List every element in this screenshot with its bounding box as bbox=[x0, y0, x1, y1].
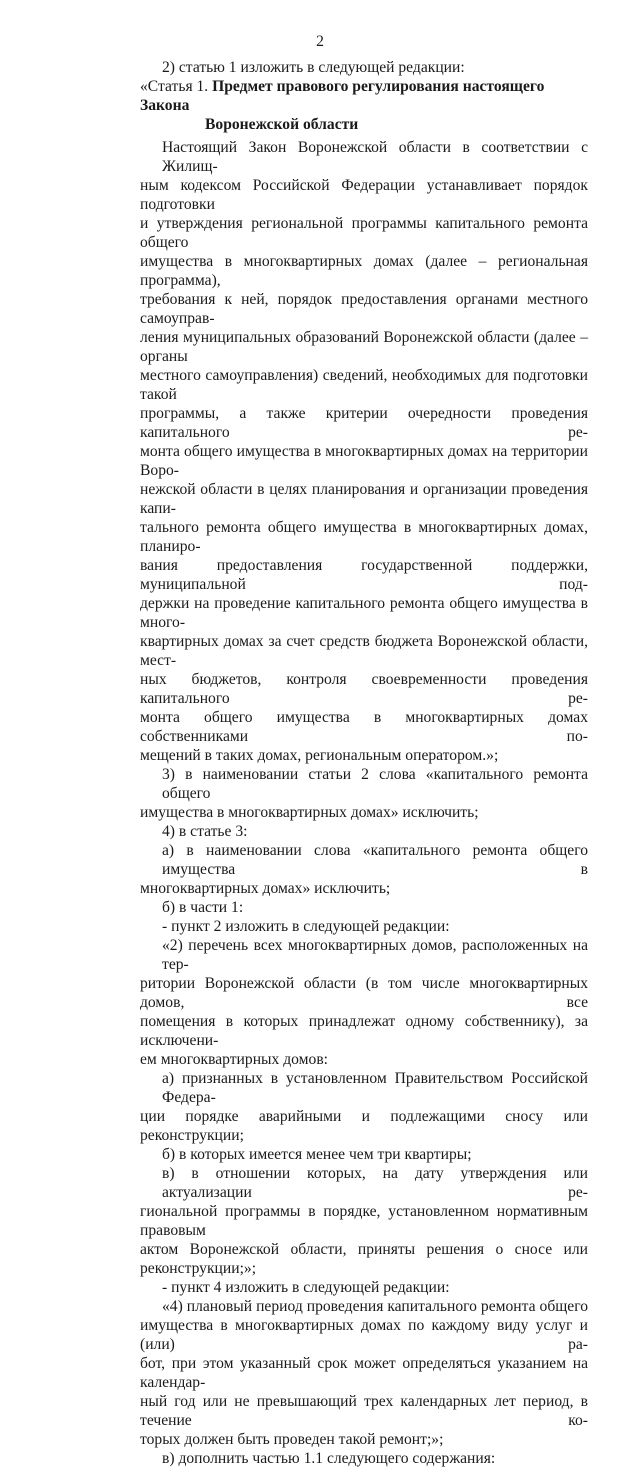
paragraph-item-4a bbox=[140, 841, 588, 898]
article-body-line: местного самоуправления) сведений, необходимых для подготовки такой bbox=[140, 367, 588, 403]
point2-a-line: ции порядке аварийными и подлежащими сносу или реконструкции; bbox=[140, 1108, 588, 1144]
article-heading bbox=[140, 77, 588, 134]
article-body-line: нежской области в целях планирования и организации проведения капи- bbox=[140, 481, 588, 517]
article-body-line: Настоящий Закон Воронежской области в соответствии с Жилищ- bbox=[162, 139, 588, 175]
paragraph-point2-b: б) в которых имеется менее чем три квартиры; bbox=[162, 1146, 472, 1163]
article-body-line: монта общего имущества в многоквартирных домах собственниками по- bbox=[140, 709, 588, 745]
paragraph-point2-a bbox=[140, 1069, 588, 1145]
point2-line: «2) перечень всех многоквартирных домов, расположенных на тер- bbox=[162, 937, 588, 973]
paragraph-item-4: 4) в статье 3: bbox=[162, 823, 248, 840]
paragraph-point2-c bbox=[140, 1164, 588, 1278]
article-body-line: и утверждения региональной программы капитального ремонта общего bbox=[140, 215, 588, 251]
paragraph-item-4b: б) в части 1: bbox=[162, 899, 244, 916]
point2-a-line: а) признанных в установленном Правительством Российской Федера- bbox=[162, 1070, 588, 1106]
point4-line: бот, при этом указанный срок может определяться указанием на календар- bbox=[140, 1355, 588, 1391]
point4-line: ный год или не превышающий трех календарных лет период, в течение ко- bbox=[140, 1393, 588, 1429]
article-prefix: «Статья 1. bbox=[140, 78, 213, 95]
paragraph-point2-text bbox=[140, 936, 588, 1069]
point2-c-line: актом Воронежской области, приняты решения о сносе или реконструкции;»; bbox=[140, 1241, 588, 1277]
point2-c-line: гиональной программы в порядке, установленном нормативным правовым bbox=[140, 1203, 588, 1239]
article-body-line: мещений в таких домах, региональным оператором.»; bbox=[140, 747, 499, 764]
item-3-line: имущества в многоквартирных домах» исключить; bbox=[140, 804, 479, 821]
article-body-line: ных бюджетов, контроля своевременности проведения капитального ре- bbox=[140, 671, 588, 707]
point4-line: торых должен быть проведен такой ремонт;»; bbox=[140, 1431, 444, 1448]
document-body bbox=[140, 58, 588, 1468]
paragraph-item-v: в) дополнить частью 1.1 следующего содержания: bbox=[162, 1450, 496, 1467]
point4-line: «4) плановый период проведения капитального ремонта общего bbox=[162, 1298, 588, 1315]
point2-line: ем многоквартирных домов: bbox=[140, 1051, 329, 1068]
paragraph-item-3 bbox=[140, 765, 588, 822]
item-4a-line: многоквартирных домах» исключить; bbox=[140, 880, 391, 897]
article-body-line: программы, а также критерии очередности проведения капитального ре- bbox=[140, 405, 588, 441]
article-body-line: имущества в многоквартирных домах (далее – региональная программа), bbox=[140, 253, 588, 289]
article-body-line: тального ремонта общего имущества в многоквартирных домах, планиро- bbox=[140, 519, 588, 555]
article-body-line: монта общего имущества в многоквартирных домах на территории Воро- bbox=[140, 443, 588, 479]
page-number: 2 bbox=[316, 33, 324, 50]
paragraph-point4-text bbox=[140, 1297, 588, 1449]
article-body-line: требования к ней, порядок предоставления органами местного самоуправ- bbox=[140, 291, 588, 327]
paragraph-item-2: 2) статью 1 изложить в следующей редакции: bbox=[162, 59, 465, 76]
article-body bbox=[140, 138, 588, 765]
article-title-line1: Предмет правового регулирования настоящего Закона bbox=[140, 78, 545, 114]
article-title-line2: Воронежской области bbox=[205, 116, 359, 133]
article-body-line: ления муниципальных образований Воронежской области (далее – органы bbox=[140, 329, 588, 365]
point4-line: имущества в многоквартирных домах по каждому виду услуг и (или) ра- bbox=[140, 1317, 588, 1353]
article-body-line: вания предоставления государственной поддержки, муниципальной под- bbox=[140, 557, 588, 593]
article-body-line: держки на проведение капитального ремонта общего имущества в много- bbox=[140, 595, 588, 631]
article-body-line: квартирных домах за счет средств бюджета Воронежской области, мест- bbox=[140, 633, 588, 669]
point2-line: ритории Воронежской области (в том числе многоквартирных домов, все bbox=[140, 975, 588, 1011]
point2-c-line: в) в отношении которых, на дату утверждения или актуализации ре- bbox=[162, 1165, 588, 1201]
paragraph-point4-intro: - пункт 4 изложить в следующей редакции: bbox=[162, 1279, 450, 1296]
item-4a-line: а) в наименовании слова «капитального ремонта общего имущества в bbox=[162, 842, 588, 878]
paragraph-point2-intro: - пункт 2 изложить в следующей редакции: bbox=[162, 918, 450, 935]
point2-line: помещения в которых принадлежат одному собственнику), за исключени- bbox=[140, 1013, 588, 1049]
article-body-line: ным кодексом Российской Федерации устанавливает порядок подготовки bbox=[140, 177, 588, 213]
item-3-line: 3) в наименовании статьи 2 слова «капитального ремонта общего bbox=[162, 766, 588, 802]
